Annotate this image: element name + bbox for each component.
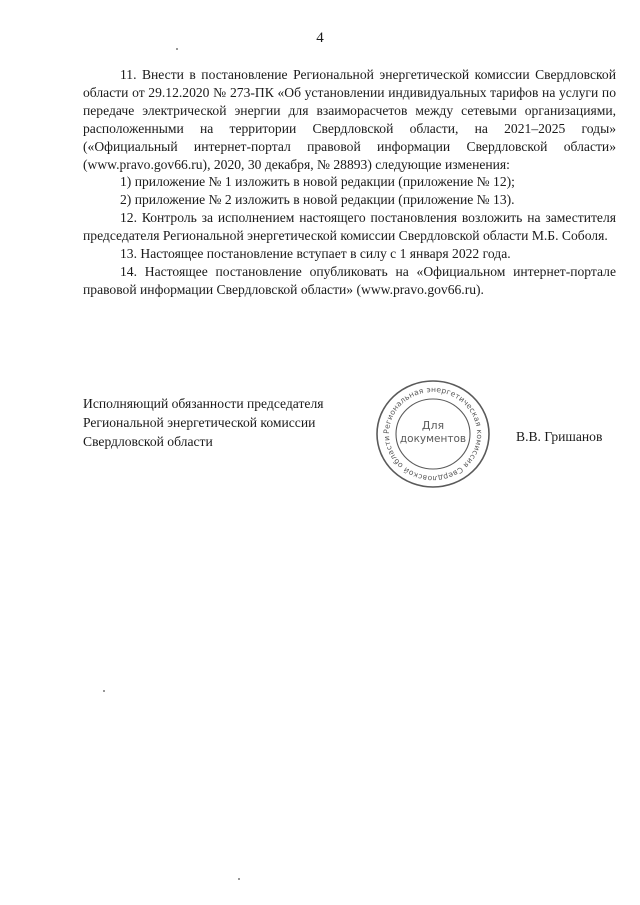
paragraph-subitem-1: 1) приложение № 1 изложить в новой редакции (приложение № 12); xyxy=(120,174,515,190)
signer-name: В.В. Гришанов xyxy=(516,429,603,444)
paragraph-item-11: 11. Внести в постановление Региональной энергетической комиссии Свердловской области от 29.12.2020 № 273-ПК «Об установлении индивидуальных тарифов на услуги по передаче электрической энергии для взаиморасчетов между сетевыми организациями, расположенными на территории Свердловской области, на 2021–2025 годы» («Официальный интернет-портал правовой информации Свердловской области» (www.pravo.gov66.ru), 2020, 30 декабря, № 28893) следующие изменения: xyxy=(83,67,616,172)
stamp-center-line-2: документов xyxy=(399,433,467,445)
signer-title-line: Региональной энергетической комиссии xyxy=(83,415,316,430)
signer-title-line: Исполняющий обязанности председателя xyxy=(83,396,324,411)
scan-speck xyxy=(103,690,105,692)
document-body xyxy=(83,66,616,299)
stamp-center-line-1: Для xyxy=(421,419,445,432)
page-number: 4 xyxy=(316,30,324,46)
stamp-graphic xyxy=(373,378,493,490)
paragraph-subitem-2: 2) приложение № 2 изложить в новой редакции (приложение № 13). xyxy=(120,192,515,208)
signer-title-line: Свердловской области xyxy=(83,434,213,449)
paragraph-item-14: 14. Настоящее постановление опубликовать на «Официальном интернет-портале правовой информации Свердловской области» (www.pravo.gov66.ru). xyxy=(83,263,616,297)
stamp-ring-text: Региональная энергетическая комиссия Свердловской области xyxy=(381,384,485,484)
official-stamp xyxy=(373,378,493,490)
scan-speck xyxy=(238,878,240,880)
paragraph-item-12: 12. Контроль за исполнением настоящего постановления возложить на заместителя председателя Региональной энергетической комиссии Свердловской области М.Б. Соболя. xyxy=(83,210,616,244)
scan-speck xyxy=(176,48,178,50)
paragraph-item-13: 13. Настоящее постановление вступает в силу с 1 января 2022 года. xyxy=(120,246,511,262)
signer-title xyxy=(83,394,363,451)
